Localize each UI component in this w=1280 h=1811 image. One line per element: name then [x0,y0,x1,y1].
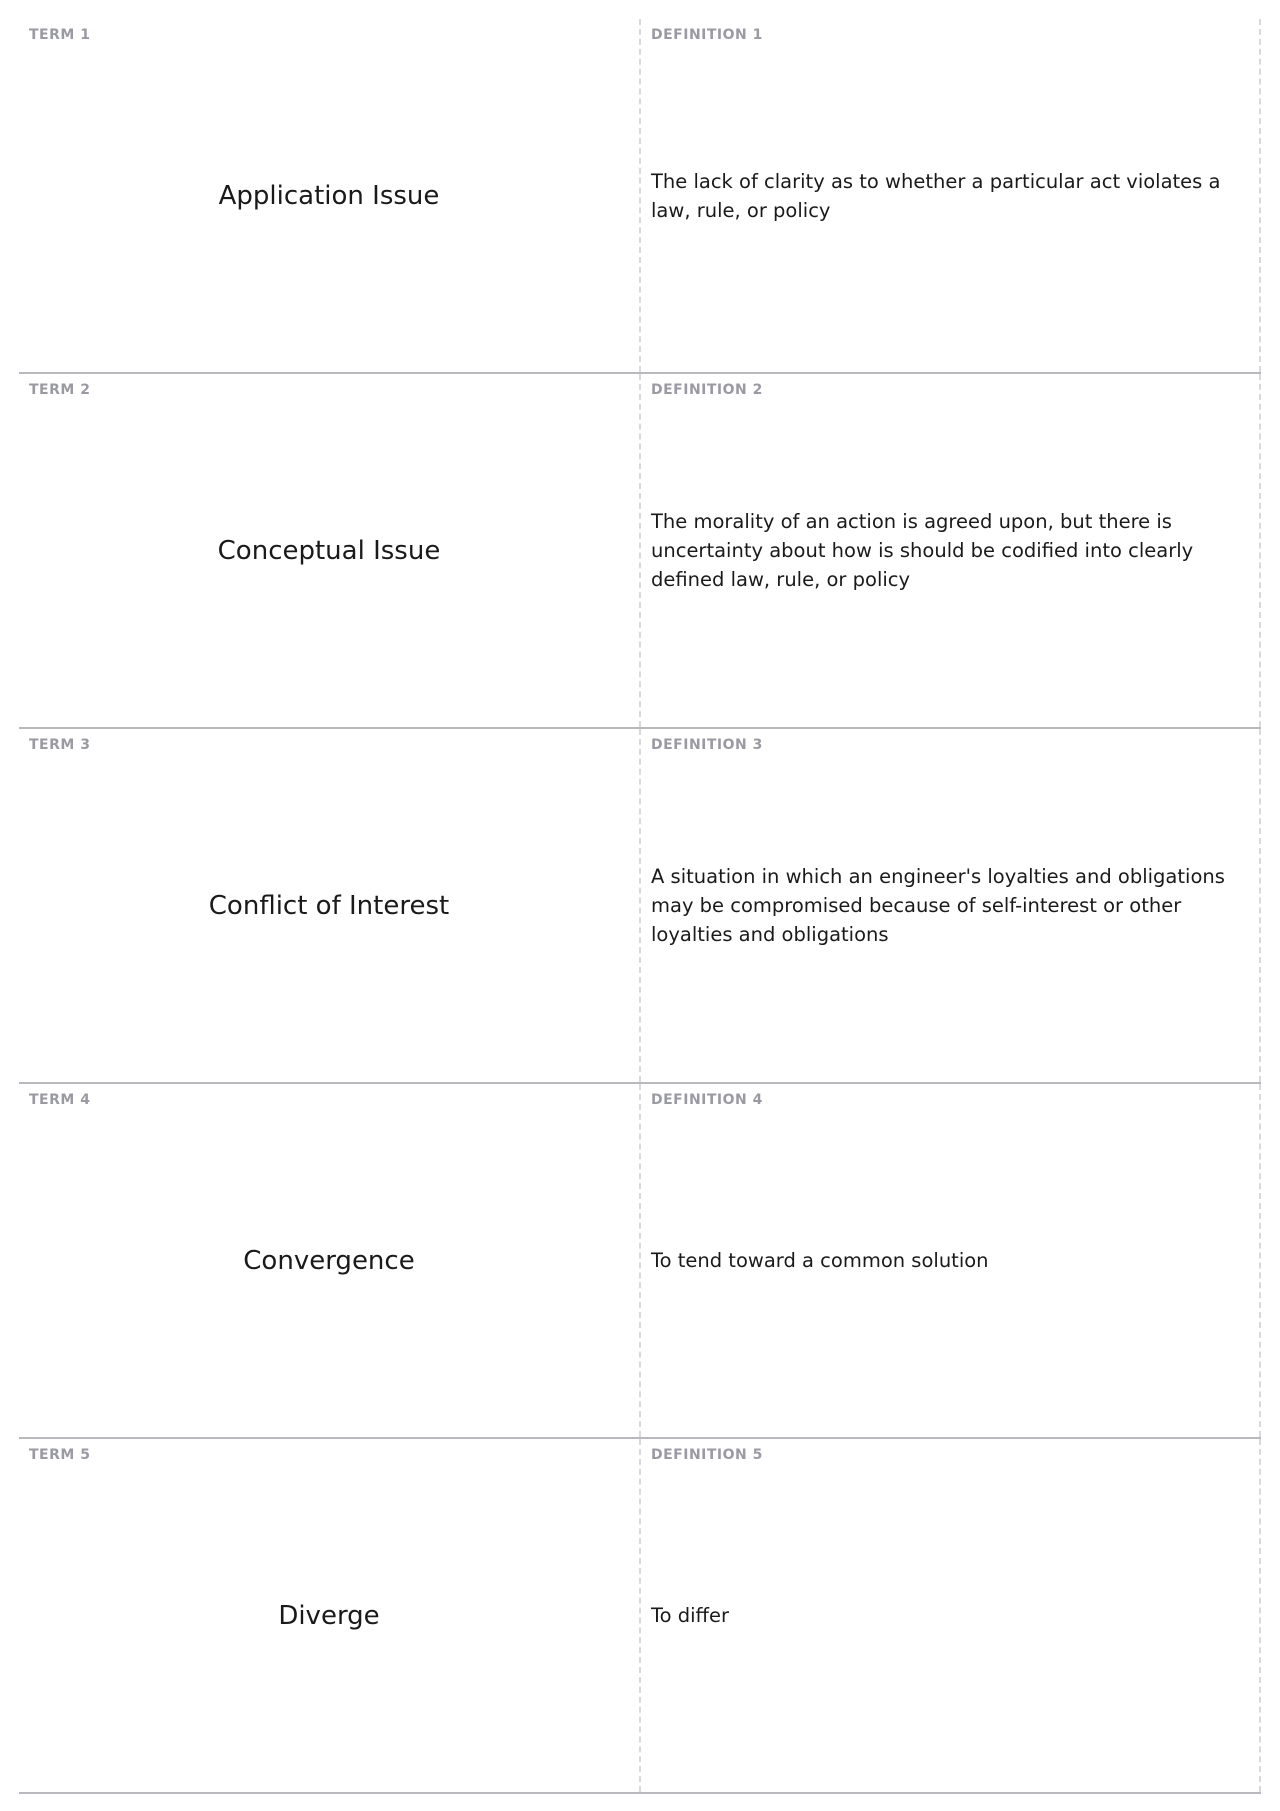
term-text: Application Issue [218,180,440,211]
term-label: TERM 1 [29,27,91,43]
definition-label: DEFINITION 1 [651,27,763,43]
term-text: Diverge [278,1600,380,1631]
term-label: TERM 3 [29,737,91,753]
flashcard-row [19,1084,1261,1439]
definition-cell[interactable] [641,1084,1261,1437]
definition-text: To tend toward a common solution [651,1249,989,1272]
definition-text: The morality of an action is agreed upon, but there is uncertainty about how is should be codified into clearly defined law, rule, or policy [651,510,1194,591]
flashcard-sheet [19,19,1261,1794]
definition-cell[interactable] [641,19,1261,372]
term-cell[interactable] [19,729,641,1082]
term-cell[interactable] [19,1439,641,1792]
flashcard-row [19,1439,1261,1794]
definition-text: To differ [651,1604,729,1627]
flashcard-row [19,729,1261,1084]
term-label: TERM 2 [29,382,91,398]
definition-label: DEFINITION 2 [651,382,763,398]
definition-text-container [651,1439,1241,1792]
definition-cell[interactable] [641,374,1261,727]
definition-text-container [651,374,1241,727]
flashcard-row [19,19,1261,374]
term-text: Conceptual Issue [217,535,441,566]
term-label: TERM 4 [29,1092,91,1108]
term-label: TERM 5 [29,1447,91,1463]
definition-text: The lack of clarity as to whether a particular act violates a law, rule, or policy [651,169,1221,222]
term-text: Convergence [243,1245,415,1276]
definition-cell[interactable] [641,1439,1261,1792]
term-cell[interactable] [19,374,641,727]
definition-label: DEFINITION 4 [651,1092,763,1108]
flashcard-row [19,374,1261,729]
definition-label: DEFINITION 3 [651,737,763,753]
definition-cell[interactable] [641,729,1261,1082]
term-cell[interactable] [19,19,641,372]
definition-text-container [651,729,1241,1082]
term-text: Conflict of Interest [208,890,450,921]
term-cell[interactable] [19,1084,641,1437]
definition-text-container [651,1084,1241,1437]
definition-text: A situation in which an engineer's loyalties and obligations may be compromised because of self-interest or other loyalties and obligations [651,865,1225,946]
definition-label: DEFINITION 5 [651,1447,763,1463]
definition-text-container [651,19,1241,372]
